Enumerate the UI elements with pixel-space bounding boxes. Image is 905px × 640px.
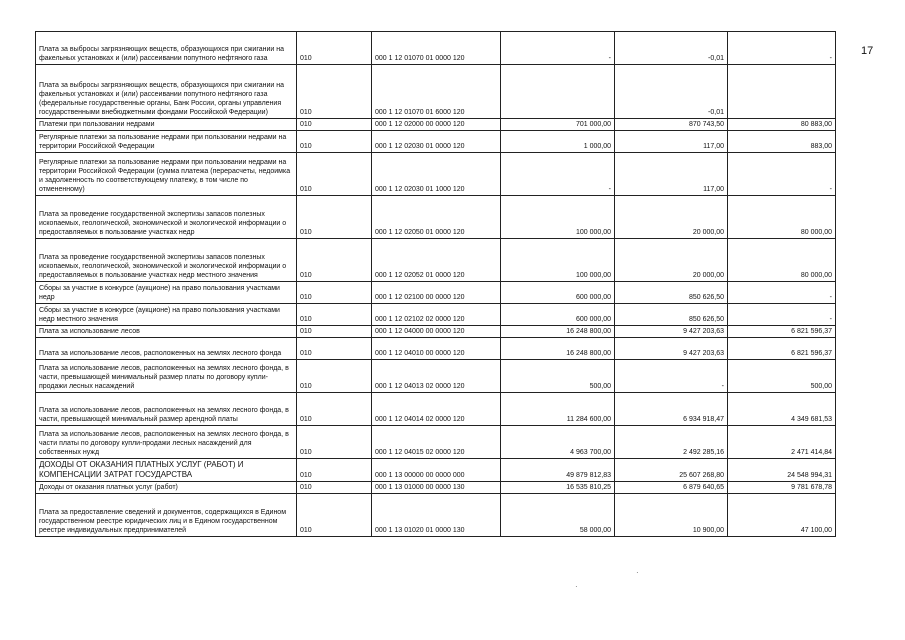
cell-code: 000 1 12 02102 02 0000 120 [372, 304, 501, 326]
cell-unexec: 883,00 [728, 131, 836, 153]
cell-unexec: - [728, 153, 836, 196]
cell-name: Регулярные платежи за пользование недрами при пользовании недрами на территории Российской Федерации [36, 131, 297, 153]
table-row [36, 338, 836, 360]
cell-exec: 9 427 203,63 [615, 326, 728, 338]
cell-line: 010 [297, 426, 372, 459]
cell-code: 000 1 12 04010 00 0000 120 [372, 338, 501, 360]
cell-unexec: 24 548 994,31 [728, 459, 836, 482]
cell-line: 010 [297, 482, 372, 494]
cell-exec: - [615, 360, 728, 393]
cell-exec: 2 492 285,16 [615, 426, 728, 459]
cell-plan: 58 000,00 [501, 494, 615, 537]
cell-name: Плата за проведение государственной экспертизы запасов полезных ископаемых, геологической, экономической и экологической информации о предоставляемых в пользование участках недр [36, 196, 297, 239]
cell-name: Платежи при пользовании недрами [36, 119, 297, 131]
cell-plan: 500,00 [501, 360, 615, 393]
scan-speck: · [575, 582, 578, 591]
table-row [36, 393, 836, 426]
cell-line: 010 [297, 494, 372, 537]
cell-exec: 870 743,50 [615, 119, 728, 131]
cell-code: 000 1 13 01000 00 0000 130 [372, 482, 501, 494]
cell-name: Плата за использование лесов, расположенных на землях лесного фонда, в части, превышающей минимальный размер платы по договору купли-продажи лесных насаждений [36, 360, 297, 393]
cell-line: 010 [297, 65, 372, 119]
cell-code: 000 1 12 02030 01 1000 120 [372, 153, 501, 196]
cell-line: 010 [297, 393, 372, 426]
page-number: 17 [861, 45, 874, 57]
cell-code: 000 1 12 04000 00 0000 120 [372, 326, 501, 338]
cell-plan: 4 963 700,00 [501, 426, 615, 459]
cell-line: 010 [297, 282, 372, 304]
cell-unexec: 2 471 414,84 [728, 426, 836, 459]
cell-exec: 850 626,50 [615, 304, 728, 326]
cell-code: 000 1 13 01020 01 0000 130 [372, 494, 501, 537]
revenue-table [35, 31, 836, 537]
cell-exec: 6 934 918,47 [615, 393, 728, 426]
cell-unexec: 6 821 596,37 [728, 338, 836, 360]
table-row [36, 153, 836, 196]
cell-plan: 600 000,00 [501, 304, 615, 326]
cell-code: 000 1 12 02100 00 0000 120 [372, 282, 501, 304]
cell-plan: 49 879 812,83 [501, 459, 615, 482]
cell-line: 010 [297, 196, 372, 239]
cell-line: 010 [297, 338, 372, 360]
cell-name: Плата за использование лесов, расположенных на землях лесного фонда, в части платы по договору купли-продажи лесных насаждений для собственных нужд [36, 426, 297, 459]
cell-name: Плата за выбросы загрязняющих веществ, образующихся при сжигании на факельных установках и (или) рассеивании попутного нефтяного газа [36, 32, 297, 65]
cell-plan [501, 65, 615, 119]
cell-line: 010 [297, 326, 372, 338]
revenue-table-body [36, 32, 836, 537]
cell-code: 000 1 13 00000 00 0000 000 [372, 459, 501, 482]
cell-exec: 117,00 [615, 153, 728, 196]
cell-name: Сборы за участие в конкурсе (аукционе) на право пользования участками недр [36, 282, 297, 304]
cell-unexec: 80 000,00 [728, 196, 836, 239]
table-row [36, 426, 836, 459]
cell-code: 000 1 12 02050 01 0000 120 [372, 196, 501, 239]
cell-unexec: 80 000,00 [728, 239, 836, 282]
cell-unexec: 6 821 596,37 [728, 326, 836, 338]
cell-exec: -0,01 [615, 32, 728, 65]
cell-plan: 701 000,00 [501, 119, 615, 131]
table-row [36, 239, 836, 282]
table-row [36, 65, 836, 119]
cell-unexec: 47 100,00 [728, 494, 836, 537]
cell-plan: 600 000,00 [501, 282, 615, 304]
cell-exec: 117,00 [615, 131, 728, 153]
cell-exec: 25 607 268,80 [615, 459, 728, 482]
cell-line: 010 [297, 119, 372, 131]
table-row [36, 196, 836, 239]
cell-code: 000 1 12 04014 02 0000 120 [372, 393, 501, 426]
cell-code: 000 1 12 02000 00 0000 120 [372, 119, 501, 131]
cell-unexec [728, 65, 836, 119]
cell-unexec: 80 883,00 [728, 119, 836, 131]
cell-unexec: 500,00 [728, 360, 836, 393]
cell-plan: 1 000,00 [501, 131, 615, 153]
cell-code: 000 1 12 04013 02 0000 120 [372, 360, 501, 393]
cell-plan: 100 000,00 [501, 239, 615, 282]
cell-unexec: - [728, 304, 836, 326]
cell-name: Плата за использование лесов, расположенных на землях лесного фонда, в части, превышающей минимальный размер арендной платы [36, 393, 297, 426]
table-row [36, 304, 836, 326]
cell-name: Плата за выбросы загрязняющих веществ, образующихся при сжигании на факельных установках и (или) рассеивании попутного нефтяного газа (федеральные государственные органы, Банк России, органы управления государственными внебюджетными фондами Российской Федерации) [36, 65, 297, 119]
cell-plan: 16 248 800,00 [501, 326, 615, 338]
cell-line: 010 [297, 32, 372, 65]
cell-code: 000 1 12 02030 01 0000 120 [372, 131, 501, 153]
cell-line: 010 [297, 153, 372, 196]
cell-code: 000 1 12 01070 01 0000 120 [372, 32, 501, 65]
cell-unexec: 9 781 678,78 [728, 482, 836, 494]
table-row [36, 482, 836, 494]
cell-line: 010 [297, 239, 372, 282]
cell-line: 010 [297, 459, 372, 482]
cell-exec: 850 626,50 [615, 282, 728, 304]
table-row [36, 282, 836, 304]
table-row [36, 494, 836, 537]
cell-code: 000 1 12 02052 01 0000 120 [372, 239, 501, 282]
table-row [36, 131, 836, 153]
table-row [36, 326, 836, 338]
cell-name: Регулярные платежи за пользование недрами при пользовании недрами на территории Российской Федерации (сумма платежа (перерасчеты, недоимка и задолженность по соответствующему платежу, в том числе по отмененному) [36, 153, 297, 196]
cell-exec: 10 900,00 [615, 494, 728, 537]
cell-plan: 16 535 810,25 [501, 482, 615, 494]
cell-code: 000 1 12 01070 01 6000 120 [372, 65, 501, 119]
cell-plan: 16 248 800,00 [501, 338, 615, 360]
cell-name: Плата за использование лесов [36, 326, 297, 338]
cell-line: 010 [297, 131, 372, 153]
cell-name: ДОХОДЫ ОТ ОКАЗАНИЯ ПЛАТНЫХ УСЛУГ (РАБОТ) И КОМПЕНСАЦИИ ЗАТРАТ ГОСУДАРСТВА [36, 459, 297, 482]
cell-name: Плата за проведение государственной экспертизы запасов полезных ископаемых, геологической, экономической и экологической информации о предоставляемых в пользование участках недр местного значения [36, 239, 297, 282]
cell-line: 010 [297, 360, 372, 393]
table-row [36, 360, 836, 393]
cell-name: Плата за предоставление сведений и документов, содержащихся в Едином государственном реестре юридических лиц и в Едином государственном реестре индивидуальных предпринимателей [36, 494, 297, 537]
scan-speck: · [636, 568, 639, 577]
cell-unexec: - [728, 282, 836, 304]
cell-plan: - [501, 153, 615, 196]
cell-unexec: 4 349 681,53 [728, 393, 836, 426]
cell-exec: 6 879 640,65 [615, 482, 728, 494]
cell-plan: - [501, 32, 615, 65]
table-row [36, 459, 836, 482]
cell-plan: 11 284 600,00 [501, 393, 615, 426]
cell-line: 010 [297, 304, 372, 326]
cell-code: 000 1 12 04015 02 0000 120 [372, 426, 501, 459]
cell-exec: 9 427 203,63 [615, 338, 728, 360]
cell-name: Сборы за участие в конкурсе (аукционе) на право пользования участками недр местного значения [36, 304, 297, 326]
table-row [36, 32, 836, 65]
cell-exec: -0,01 [615, 65, 728, 119]
cell-unexec: - [728, 32, 836, 65]
cell-name: Доходы от оказания платных услуг (работ) [36, 482, 297, 494]
cell-plan: 100 000,00 [501, 196, 615, 239]
table-row [36, 119, 836, 131]
cell-name: Плата за использование лесов, расположенных на землях лесного фонда [36, 338, 297, 360]
cell-exec: 20 000,00 [615, 239, 728, 282]
cell-exec: 20 000,00 [615, 196, 728, 239]
